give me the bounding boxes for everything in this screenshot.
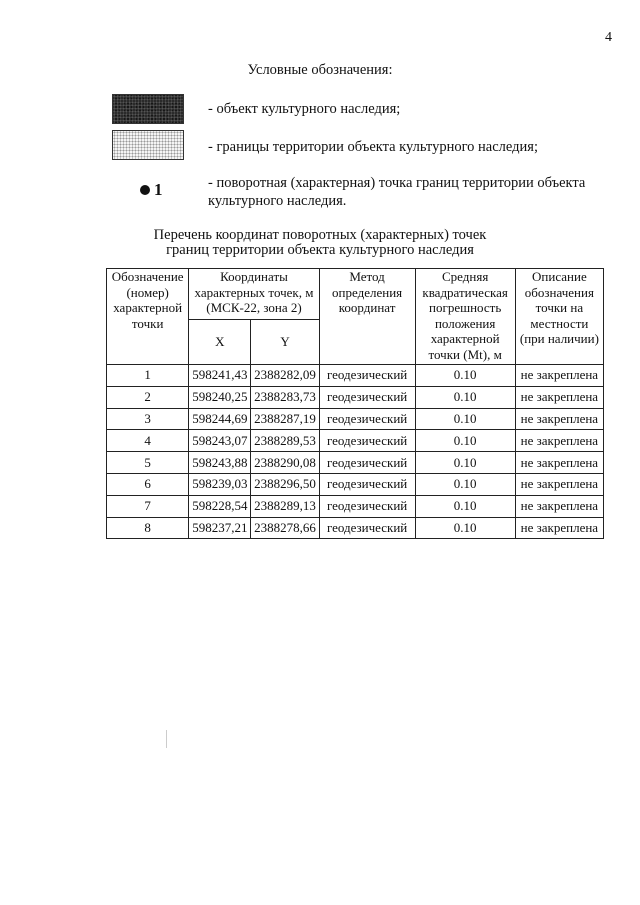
header-coords: Координаты характерных точек, м (МСК-22, зона 2) — [189, 269, 319, 320]
cell-y: 2388283,73 — [251, 386, 319, 408]
point-marker-label: 1 — [154, 180, 163, 199]
cell-method: геодезический — [319, 408, 415, 430]
cell-error: 0.10 — [415, 452, 515, 474]
cell-error: 0.10 — [415, 495, 515, 517]
point-dot-icon — [140, 185, 150, 195]
table-row — [107, 517, 604, 539]
table-row — [107, 386, 604, 408]
cell-description: не закреплена — [515, 430, 603, 452]
cell-description: не закреплена — [515, 495, 603, 517]
header-error: Средняя квадратическая погрешность положения характерной точки (Mt), м — [415, 269, 515, 365]
cell-error: 0.10 — [415, 430, 515, 452]
cell-y: 2388289,53 — [251, 430, 319, 452]
header-y: Y — [251, 320, 319, 365]
territory-boundary-swatch — [112, 130, 184, 160]
legend-item-territory-boundary: - границы территории объекта культурного наследия; — [208, 139, 538, 155]
cell-y: 2388282,09 — [251, 365, 319, 387]
header-description: Описание обозначения точки на местности (при наличии) — [515, 269, 603, 365]
cell-number: 3 — [107, 408, 189, 430]
cell-y: 2388290,08 — [251, 452, 319, 474]
cell-error: 0.10 — [415, 408, 515, 430]
cell-y: 2388287,19 — [251, 408, 319, 430]
heritage-object-swatch — [112, 94, 184, 124]
header-method: Метод определения координат — [319, 269, 415, 365]
cell-y: 2388278,66 — [251, 517, 319, 539]
table-row — [107, 430, 604, 452]
cell-description: не закреплена — [515, 473, 603, 495]
table-title-line1: Перечень координат поворотных (характерных) точек — [153, 227, 487, 243]
table-row — [107, 473, 604, 495]
cell-error: 0.10 — [415, 386, 515, 408]
cell-number: 2 — [107, 386, 189, 408]
cell-method: геодезический — [319, 452, 415, 474]
cell-method: геодезический — [319, 386, 415, 408]
cell-error: 0.10 — [415, 473, 515, 495]
cell-y: 2388289,13 — [251, 495, 319, 517]
cell-x: 598228,54 — [189, 495, 251, 517]
legend-item-heritage-object: - объект культурного наследия; — [208, 101, 401, 117]
cell-x: 598243,07 — [189, 430, 251, 452]
legend-title: Условные обозначения: — [247, 62, 393, 78]
table-body — [107, 365, 604, 539]
cell-description: не закреплена — [515, 452, 603, 474]
cell-description: не закреплена — [515, 517, 603, 539]
cell-number: 7 — [107, 495, 189, 517]
cell-description: не закреплена — [515, 408, 603, 430]
cell-x: 598241,43 — [189, 365, 251, 387]
table-title — [0, 228, 640, 258]
legend-item-turning-point: - поворотная (характерная) точка границ территории объекта культурного наследия. — [208, 175, 586, 209]
coordinates-table — [106, 268, 604, 539]
table-row — [107, 452, 604, 474]
cell-method: геодезический — [319, 430, 415, 452]
table-row — [107, 365, 604, 387]
cell-number: 1 — [107, 365, 189, 387]
cell-x: 598243,88 — [189, 452, 251, 474]
cell-x: 598244,69 — [189, 408, 251, 430]
cell-number: 6 — [107, 473, 189, 495]
cell-description: не закреплена — [515, 365, 603, 387]
page-number: 4 — [605, 30, 612, 45]
point-marker — [140, 180, 163, 200]
table-title-line2: границ территории объекта культурного наследия — [166, 242, 474, 258]
cell-description: не закреплена — [515, 386, 603, 408]
table-row — [107, 408, 604, 430]
cell-error: 0.10 — [415, 365, 515, 387]
header-number: Обозначение (номер) характерной точки — [107, 269, 189, 365]
cell-number: 5 — [107, 452, 189, 474]
cell-y: 2388296,50 — [251, 473, 319, 495]
cell-method: геодезический — [319, 365, 415, 387]
table-row — [107, 495, 604, 517]
cell-x: 598239,03 — [189, 473, 251, 495]
cell-number: 4 — [107, 430, 189, 452]
scan-mark — [166, 730, 167, 748]
cell-method: геодезический — [319, 517, 415, 539]
cell-error: 0.10 — [415, 517, 515, 539]
cell-method: геодезический — [319, 473, 415, 495]
cell-x: 598240,25 — [189, 386, 251, 408]
header-x: X — [189, 320, 251, 365]
cell-method: геодезический — [319, 495, 415, 517]
cell-number: 8 — [107, 517, 189, 539]
cell-x: 598237,21 — [189, 517, 251, 539]
